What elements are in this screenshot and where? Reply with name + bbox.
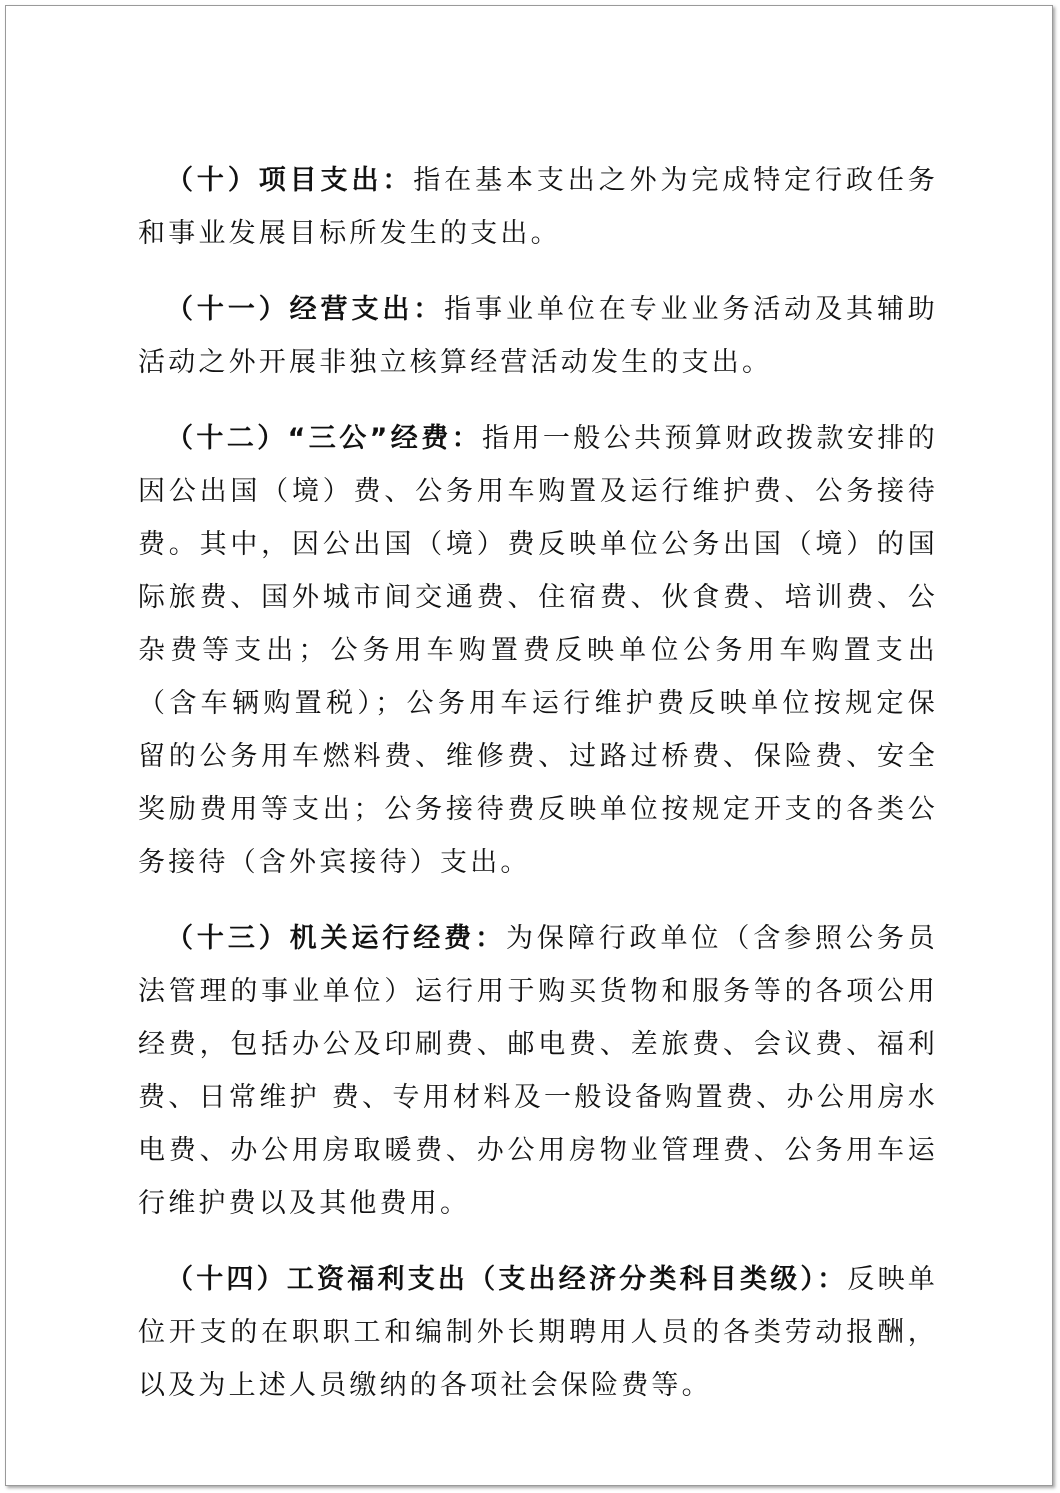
paragraph-text: 为保障行政单位（含参照公务员法管理的事业单位）运行用于购买货物和服务等的各项公用经费，包括办公及印刷费、邮电费、差旅费、会议费、福利费、日常维护 费、专用材料及一般设备购置费、办公用房水电费、办公用房取暖费、办公用房物业管理费、公务用车运行维护费以及其他费用。 (138, 923, 938, 1219)
paragraph-operating-expenditure (138, 283, 938, 389)
paragraph-heading: （十四）工资福利支出（支出经济分类科目类级）： (166, 1264, 848, 1295)
paragraph-text: 指用一般公共预算财政拨款安排的因公出国（境）费、公务用车购置及运行维护费、公务接待费。其中，因公出国（境）费反映单位公务出国（境）的国际旅费、国外城市间交通费、住宿费、伙食费、培训费、公杂费等支出；公务用车购置费反映单位公务用车购置支出（含车辆购置税）；公务用车运行维护费反映单位按规定保留的公务用车燃料费、维修费、过路过桥费、保险费、安全奖励费用等支出；公务接待费反映单位按规定开支的各类公务接待（含外宾接待）支出。 (138, 423, 938, 878)
paragraph-heading: （十二）“三公”经费： (166, 423, 483, 454)
paragraph-salary-welfare-expenditure (138, 1253, 938, 1412)
paragraph-project-expenditure (138, 154, 938, 260)
paragraph-text: 指在基本支出之外为完成特定行政任务和事业发展目标所发生的支出。 (138, 165, 938, 249)
paragraph-text: 反映单位开支的在职职工和编制外长期聘用人员的各类劳动报酬，以及为上述人员缴纳的各项社会保险费等。 (138, 1264, 938, 1401)
document-body (138, 154, 938, 1435)
paragraph-agency-operating-funds (138, 912, 938, 1230)
paragraph-text: 指事业单位在专业业务活动及其辅助活动之外开展非独立核算经营活动发生的支出。 (138, 294, 938, 378)
paragraph-heading: （十）项目支出： (166, 165, 414, 196)
paragraph-three-public-expenses (138, 412, 938, 889)
document-page (5, 5, 1053, 1486)
paragraph-heading: （十三）机关运行经费： (166, 923, 506, 954)
paragraph-heading: （十一）经营支出： (166, 294, 445, 325)
